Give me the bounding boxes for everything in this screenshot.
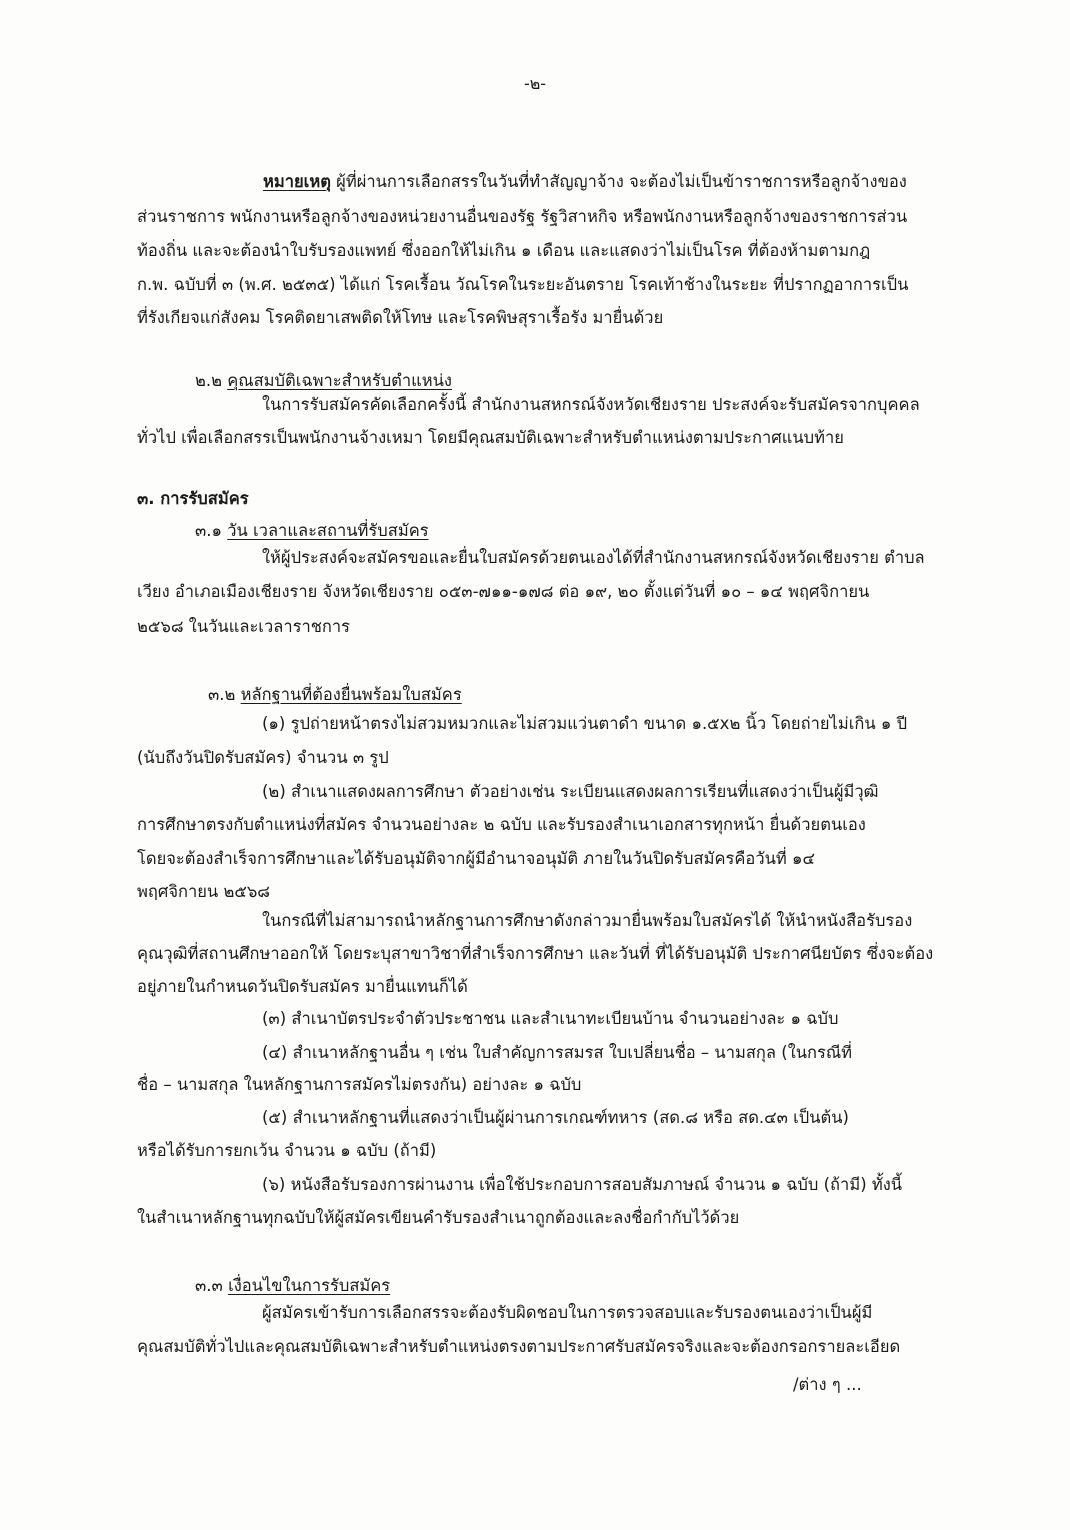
section-3-2-title: หลักฐานที่ต้องยื่นพร้อมใบสมัคร (240, 685, 462, 704)
section-3-1-title: วัน เวลาและสถานที่รับสมัคร (227, 521, 429, 540)
section-3-2-number: ๓.๒ (208, 685, 236, 704)
section-2-2-line-2: ทั่วไป เพื่อเลือกสรรเป็นพนักงานจ้างเหมา โดยมีคุณสมบัติเฉพาะสำหรับตำแหน่งตามประกาศแนบท้าย (137, 428, 844, 447)
paragraph-line-2: คุณวุฒิที่สถานศึกษาออกให้ โดยระบุสาขาวิชาที่สำเร็จการศึกษา และวันที่ ที่ได้รับอนุมัติ ประกาศนียบัตร ซึ่งจะต้อง (137, 944, 934, 963)
section-3-1-line-1: ให้ผู้ประสงค์จะสมัครขอและยื่นใบสมัครด้วยตนเองได้ที่สำนักงานสหกรณ์จังหวัดเชียงราย ตำบล (262, 548, 925, 567)
section-2-2-heading (195, 369, 452, 393)
section-3-1-line-3: ๒๕๖๘ ในวันและเวลาราชการ (137, 617, 351, 636)
item-3: (๓) สำเนาบัตรประจำตัวประชาชน และสำเนาทะเบียนบ้าน จำนวนอย่างละ ๑ ฉบับ (262, 1009, 839, 1028)
item-2-line-2: การศึกษาตรงกับตำแหน่งที่สมัคร จำนวนอย่างละ ๒ ฉบับ และรับรองสำเนาเอกสารทุกหน้า ยื่นด้วยตนเอง (137, 815, 866, 834)
note-line-3: ท้องถิ่น และจะต้องนำใบรับรองแพทย์ ซึ่งออกให้ไม่เกิน ๑ เดือน และแสดงว่าไม่เป็นโรค ที่ต้องห้ามตามกฎ (137, 241, 871, 260)
item-4-line-2: ชื่อ – นามสกุล ในหลักฐานการสมัครไม่ตรงกัน) อย่างละ ๑ ฉบับ (137, 1075, 582, 1094)
item-2-line-3: โดยจะต้องสำเร็จการศึกษาและได้รับอนุมัติจากผู้มีอำนาจอนุมัติ ภายในวันปิดรับสมัครคือวันที่ ๑๔ (137, 849, 815, 868)
item-5-line-2: หรือได้รับการยกเว้น จำนวน ๑ ฉบับ (ถ้ามี) (137, 1141, 437, 1160)
section-3-2-heading (208, 683, 462, 707)
item-1-line-2: (นับถึงวันปิดรับสมัคร) จำนวน ๓ รูป (137, 748, 389, 767)
item-1-line-1: (๑) รูปถ่ายหน้าตรงไม่สวมหมวกและไม่สวมแว่นตาดำ ขนาด ๑.๕x๒ นิ้ว โดยถ่ายไม่เกิน ๑ ปี (262, 714, 908, 733)
section-2-2-title: คุณสมบัติเฉพาะสำหรับตำแหน่ง (227, 371, 452, 390)
item-6-line-2: ในสำเนาหลักฐานทุกฉบับให้ผู้สมัครเขียนคำรับรองสำเนาถูกต้องและลงชื่อกำกับไว้ด้วย (137, 1208, 740, 1227)
section-3-1-number: ๓.๑ (195, 521, 222, 540)
section-3-3-title: เงื่อนไขในการรับสมัคร (228, 1276, 391, 1295)
paragraph-line-3: อยู่ภายในกำหนดวันปิดรับสมัคร มายื่นแทนก็ได้ (137, 977, 468, 996)
section-3-3-number: ๓.๓ (195, 1276, 223, 1295)
paragraph-line-1: ในกรณีที่ไม่สามารถนำหลักฐานการศึกษาดังกล่าวมายื่นพร้อมใบสมัครได้ ให้นำหนังสือรับรอง (262, 911, 913, 930)
item-2-line-4: พฤศจิกายน ๒๕๖๘ (137, 882, 271, 901)
note-text-1: ผู้ที่ผ่านการเลือกสรรในวันที่ทำสัญญาจ้าง จะต้องไม่เป็นข้าราชการหรือลูกจ้างของ (336, 172, 907, 191)
item-2-line-1: (๒) สำเนาแสดงผลการศึกษา ตัวอย่างเช่น ระเบียนแสดงผลการเรียนที่แสดงว่าเป็นผู้มีวุฒิ (262, 782, 879, 801)
note-label: หมายเหตุ (263, 172, 331, 191)
section-2-2-number: ๒.๒ (195, 371, 222, 390)
continuation-marker: /ต่าง ๆ ... (793, 1375, 862, 1394)
note-line-4: ก.พ. ฉบับที่ ๓ (พ.ศ. ๒๕๓๕) ได้แก่ โรคเรื้อน วัณโรคในระยะอันตราย โรคเท้าช้างในระยะ ที่ปรากฏอาการเป็น (137, 275, 909, 294)
section-3-3-line-1: ผู้สมัครเข้ารับการเลือกสรรจะต้องรับผิดชอบในการตรวจสอบและรับรองตนเองว่าเป็นผู้มี (262, 1303, 873, 1322)
section-3-3-line-2: คุณสมบัติทั่วไปและคุณสมบัติเฉพาะสำหรับตำแหน่งตรงตามประกาศรับสมัครจริงและจะต้องกรอกรายละเอียด (137, 1337, 901, 1356)
section-3-1-heading (195, 519, 429, 543)
note-line-5: ที่รังเกียจแก่สังคม โรคติดยาเสพติดให้โทษ และโรคพิษสุราเรื้อรัง มายื่นด้วย (137, 308, 664, 327)
section-3-heading: ๓. การรับสมัคร (137, 489, 249, 508)
page-number: -๒- (523, 74, 547, 93)
section-3-1-line-2: เวียง อำเภอเมืองเชียงราย จังหวัดเชียงราย ๐๕๓-๗๑๑-๑๗๘ ต่อ ๑๙, ๒๐ ตั้งแต่วันที่ ๑๐ – ๑๔ พฤศจิกายน (137, 582, 870, 601)
section-3-3-heading (195, 1274, 390, 1298)
item-4-line-1: (๔) สำเนาหลักฐานอื่น ๆ เช่น ใบสำคัญการสมรส ใบเปลี่ยนชื่อ – นามสกุล (ในกรณีที่ (262, 1043, 853, 1062)
item-6-line-1: (๖) หนังสือรับรองการผ่านงาน เพื่อใช้ประกอบการสอบสัมภาษณ์ จำนวน ๑ ฉบับ (ถ้ามี) ทั้งนี้ (262, 1175, 903, 1194)
section-2-2-line-1: ในการรับสมัครคัดเลือกครั้งนี้ สำนักงานสหกรณ์จังหวัดเชียงราย ประสงค์จะรับสมัครจากบุคคล (262, 395, 920, 414)
note-line-2: ส่วนราชการ พนักงานหรือลูกจ้างของหน่วยงานอื่นของรัฐ รัฐวิสาหกิจ หรือพนักงานหรือลูกจ้างของราชการส่วน (137, 207, 908, 226)
item-5-line-1: (๕) สำเนาหลักฐานที่แสดงว่าเป็นผู้ผ่านการเกณฑ์ทหาร (สด.๘ หรือ สด.๔๓ เป็นต้น) (262, 1108, 849, 1127)
note-line-1 (263, 170, 907, 194)
